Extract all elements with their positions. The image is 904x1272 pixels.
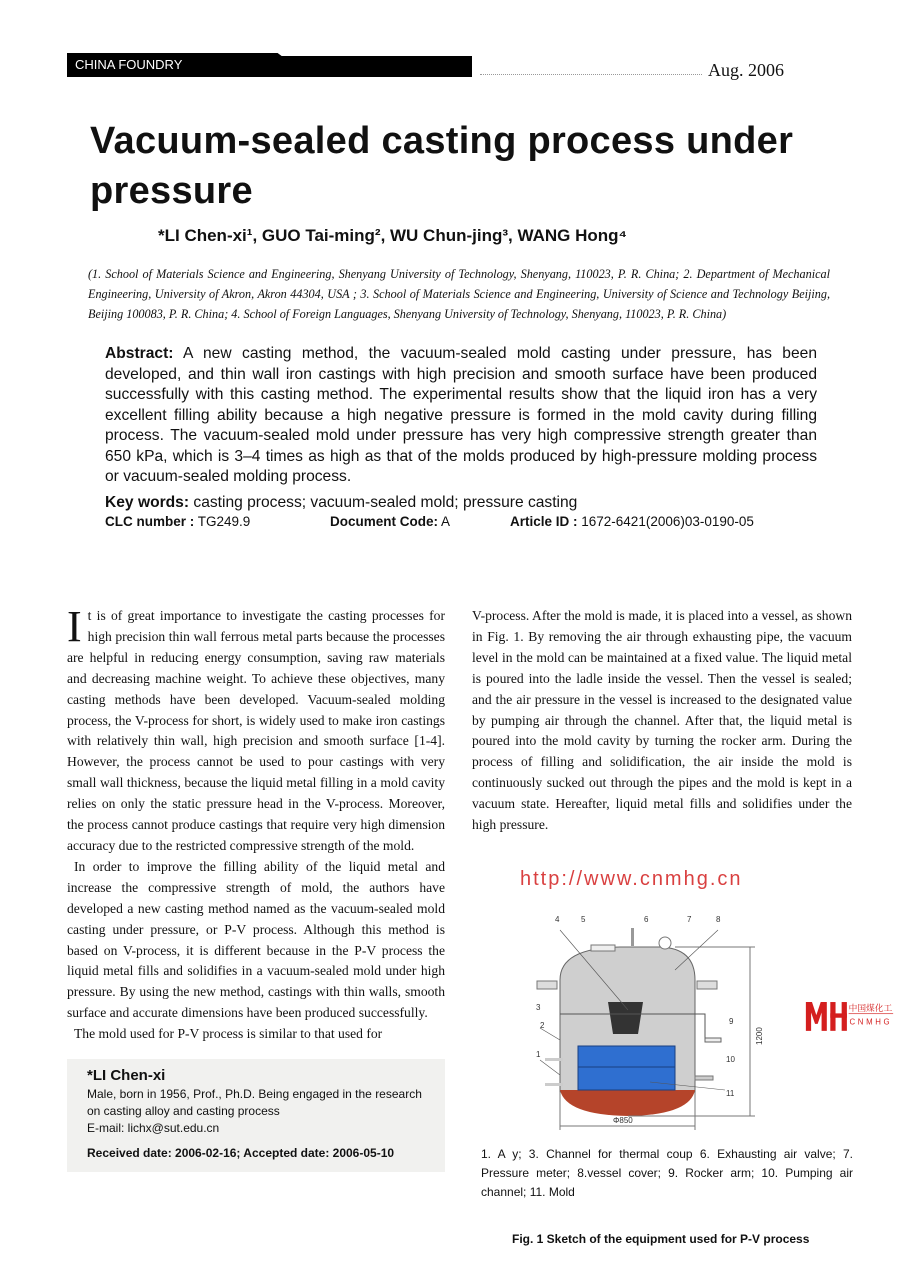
- sand-bed: [560, 1090, 695, 1116]
- cover-plate: [591, 945, 615, 951]
- label-2: 2: [540, 1021, 545, 1030]
- paragraph-3: The mold used for P-V process is similar to that used for: [74, 1026, 383, 1042]
- bio-name: *LI Chen-xi: [87, 1067, 166, 1085]
- doc-code-value: A: [438, 513, 451, 529]
- journal-name: CHINA FOUNDRY: [75, 57, 183, 72]
- paragraph-2: In order to improve the filling ability of the liquid metal and increase the compressive strength of mold, the authors have developed a new casting method named as the vacuum-sealed mold casting under pressure, or P-V process. Although this method is based on V-process, it is different because in the P-V process the liquid metal fills and solidifies in a vacuum-sealed mold under high pressure. By using the new method, castings with thin walls, smooth surface and accurate dimensions have been produced successfully.: [67, 858, 445, 1021]
- keywords-label: Key words:: [105, 493, 190, 511]
- label-9: 9: [729, 1017, 734, 1026]
- doc-code-label: Document Code:: [330, 513, 438, 529]
- classification-line: [105, 514, 817, 532]
- left-column: [67, 602, 445, 1172]
- label-11: 11: [726, 1089, 735, 1098]
- figure-caption: Fig. 1 Sketch of the equipment used for P-V process: [512, 1232, 810, 1246]
- authors: *LI Chen-xi¹, GUO Tai-ming², WU Chun-jing³, WANG Hong⁴: [158, 226, 627, 245]
- paragraph-4: V-process. After the mold is made, it is placed into a vessel, as shown in Fig. 1. By removing the air through exhausting pipe, the vacuum level in the mold can be maintained at a fixed value. The liquid metal is poured into the ladle inside the vessel. Then the vessel is sealed; and the air pressure in the vessel is increased to the designated value by pumping air through the channel. After that, the liquid metal is poured into the mold cavity by turning the rocker arm. During the process of filling and solidification, the air inside the mold is continuously sucked out through the pipes and the mold is kept in a vacuum state. Hereafter, liquid metal fills and solidifies under the high pressure.: [472, 608, 852, 833]
- right-column: [472, 606, 852, 836]
- label-10: 10: [726, 1055, 735, 1064]
- abstract-label: Abstract:: [105, 345, 174, 362]
- bio-email: E-mail: lichx@sut.edu.cn: [87, 1121, 220, 1136]
- paper-title: Vacuum-sealed casting process under pressure: [90, 120, 794, 212]
- drop-cap: I: [67, 602, 82, 651]
- label-5: 5: [581, 915, 586, 924]
- label-8: 8: [716, 915, 721, 924]
- front-matter: [0, 116, 904, 532]
- issue-date: Aug. 2006: [708, 60, 784, 80]
- url-watermark: http://www.cnmhg.cn: [520, 868, 743, 890]
- label-4: 4: [555, 915, 560, 924]
- cnmhg-logo-watermark: [805, 1000, 901, 1032]
- abstract: [105, 344, 817, 488]
- abstract-text: A new casting method, the vacuum-sealed mold casting under pressure, has been developed, and thin wall iron castings with high precision and smooth surface have been produced successfully with this casting method. The experimental results show that the liquid iron has a very excellent filling ability because a high negative pressure is formed in the mold cavity during filling process. The vacuum-sealed mold under pressure has very high compressive strength greater than 650 kPa, which is 3–4 times as high as that of the molds produced by high-pressure molding process or vacuum-sealed molding process.: [105, 345, 817, 485]
- svg-text:CNMHG: CNMHG: [849, 1017, 893, 1027]
- svg-text:中国煤化工: 中国煤化工: [848, 1003, 893, 1014]
- author-bio-box: [67, 1059, 445, 1172]
- label-7: 7: [687, 915, 692, 924]
- keywords: [105, 494, 904, 512]
- affiliations: (1. School of Materials Science and Engineering, Shenyang University of Technology, Shenyang, 110023, P. R. China; 2. Department of Mechanical Engineering, University of Akron, Akron 44304, USA ; 3. School of Materials Science and Engineering, University of Science and Technology Beijing, Beijing 100083, P. R. China; 4. School of Foreign Languages, Shenyang University of Technology, Shenyang, 110023, P. R. China): [88, 267, 830, 321]
- clc-value: TG249.9: [194, 513, 251, 529]
- figure-legend: 1. A y; 3. Channel for thermal coup 6. Exhausting air valve; 7. Pressure meter; 8.vessel cover; 9. Rocker arm; 10. Pumping air channel; 11. Mold: [481, 1147, 853, 1199]
- keywords-text: casting process; vacuum-sealed mold; pressure casting: [189, 493, 578, 511]
- clc-label: CLC number :: [105, 513, 195, 529]
- label-3: 3: [536, 1003, 541, 1012]
- label-1: 1: [536, 1050, 541, 1059]
- article-id-value: 1672-6421(2006)03-0190-05: [577, 513, 754, 529]
- header-dotted-rule: [480, 74, 702, 75]
- bio-text: Male, born in 1956, Prof., Ph.D. Being engaged in the research on casting alloy and casting process: [87, 1087, 422, 1119]
- height-dimension: 1200: [755, 1027, 764, 1045]
- label-6: 6: [644, 915, 649, 924]
- article-id-label: Article ID :: [510, 513, 578, 529]
- equipment-figure: [500, 900, 800, 1130]
- paragraph-1: t is of great importance to investigate the casting processes for high precision thin wall ferrous metal parts because the processes are helpful in reducing energy consumption, saving raw materials and decreasing machine weight. To achieve these objectives, many casting methods have been developed. Vacuum-sealed molding process, the V-process for short, is widely used to make iron castings with relatively thin wall, high precision and smooth surface [1-4]. However, the process cannot be used to pour castings with very small wall thickness, because the liquid metal filling in a mold cavity relies on only the static pressure head in the V-process. Moreover, the process cannot produce castings that require very high dimension accuracy due to the restricted compressive strength of the mold.: [67, 608, 445, 853]
- bio-dates: Received date: 2006-02-16; Accepted date: 2006-05-10: [87, 1146, 395, 1161]
- diameter-dimension: Φ850: [613, 1116, 633, 1125]
